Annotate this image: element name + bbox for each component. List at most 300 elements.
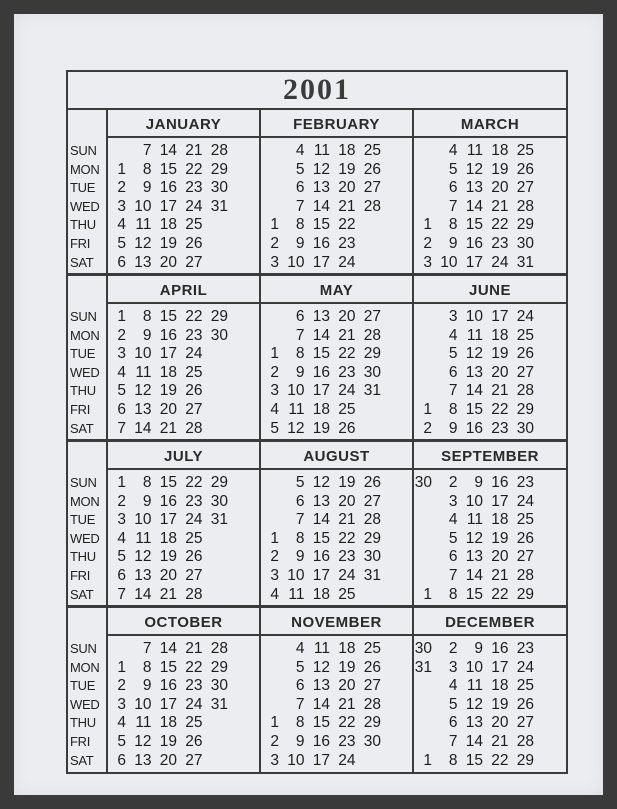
date-cell: 3 <box>270 566 279 584</box>
date-cell: 3 <box>117 345 126 363</box>
date-cell: 23 <box>338 234 356 252</box>
weekday-row <box>108 586 259 605</box>
date-cell: 2 <box>117 326 126 344</box>
weekday-row <box>108 382 259 401</box>
date-cell: 28 <box>363 511 381 529</box>
date-cell: 14 <box>134 419 152 437</box>
date-cell: 22 <box>491 400 509 418</box>
date-cell: 12 <box>134 382 152 400</box>
date-cell: 18 <box>159 529 177 547</box>
date-cell: 3 <box>448 658 458 676</box>
date-cell: 7 <box>295 326 305 344</box>
date-cell: 21 <box>338 695 356 713</box>
weekday-label: MON <box>70 659 100 675</box>
weekday-row <box>108 235 259 254</box>
weekday-row <box>261 511 412 530</box>
weekday-row <box>414 235 566 254</box>
date-cell: 6 <box>295 677 305 695</box>
date-cell: 25 <box>185 529 203 547</box>
date-cell: 1 <box>117 474 126 491</box>
weekday-row <box>414 640 566 659</box>
weekday-row <box>261 235 412 254</box>
month-name: AUGUST <box>261 442 412 470</box>
date-cell <box>261 161 279 180</box>
date-cell: 23 <box>491 419 509 437</box>
date-cell: 24 <box>516 492 534 510</box>
date-cell: 26 <box>363 474 381 491</box>
date-cell: 11 <box>313 142 330 159</box>
date-cell: 18 <box>159 363 177 381</box>
date-cell: 7 <box>448 566 458 584</box>
date-cell: 14 <box>312 197 330 215</box>
date-cell <box>414 530 432 549</box>
weekday-row <box>414 216 566 235</box>
date-cell: 16 <box>159 677 177 695</box>
date-cell: 1 <box>270 345 279 363</box>
date-cell: 9 <box>295 732 305 750</box>
date-cell <box>414 308 432 327</box>
date-cell <box>203 382 229 401</box>
date-cell: 22 <box>338 714 356 732</box>
date-cell: 31 <box>210 511 228 529</box>
date-cell: 5 <box>117 732 126 750</box>
date-cell: 8 <box>448 751 458 769</box>
weekday-label: TUE <box>70 180 96 196</box>
date-cell: 18 <box>338 142 356 159</box>
date-cell: 20 <box>491 548 509 566</box>
date-cell: 21 <box>491 382 509 400</box>
weekday-row <box>261 474 412 493</box>
weekday-row <box>261 401 412 420</box>
date-cell: 13 <box>134 400 152 418</box>
month-name: FEBRUARY <box>261 110 412 138</box>
date-cell: 22 <box>185 160 203 178</box>
weekday-label: SUN <box>70 143 97 158</box>
date-cell: 6 <box>117 253 126 271</box>
date-cell: 26 <box>516 695 534 713</box>
weekday-row <box>414 567 566 586</box>
date-cell: 31 <box>516 253 534 271</box>
date-cell: 20 <box>338 492 356 510</box>
date-cell: 14 <box>465 197 483 215</box>
date-cell: 3 <box>270 751 279 769</box>
date-cell: 23 <box>338 732 356 750</box>
date-cell: 23 <box>185 326 203 344</box>
date-cell <box>203 567 229 586</box>
date-cell: 12 <box>287 419 305 437</box>
date-cell: 22 <box>338 345 356 363</box>
weekday-row <box>261 382 412 401</box>
date-cell: 25 <box>516 511 534 529</box>
year-title: 2001 <box>283 73 351 106</box>
date-cell: 20 <box>491 179 509 197</box>
date-cell <box>414 198 432 217</box>
weekday-label: THU <box>70 383 96 399</box>
quarter-row <box>68 110 566 276</box>
date-cell: 3 <box>117 695 126 713</box>
date-cell: 1 <box>423 751 432 769</box>
date-cell: 12 <box>465 160 483 178</box>
weekday-label: SUN <box>70 475 97 490</box>
date-cell: 15 <box>465 400 483 418</box>
date-cell: 26 <box>185 382 203 400</box>
weekday-row <box>414 142 566 161</box>
weekday-row <box>261 345 412 364</box>
date-cell: 1 <box>423 216 432 234</box>
date-cell <box>356 401 382 420</box>
weekday-row <box>261 364 412 383</box>
date-cell: 28 <box>516 382 534 400</box>
date-cell: 4 <box>295 640 305 657</box>
date-cell: 16 <box>491 640 509 657</box>
date-cell: 2 <box>270 548 279 566</box>
date-cell: 29 <box>363 714 381 732</box>
weekday-row <box>414 364 566 383</box>
date-cell: 15 <box>312 216 330 234</box>
date-cell: 11 <box>288 400 305 418</box>
date-cell: 3 <box>117 197 126 215</box>
date-cell <box>203 420 229 439</box>
date-cell <box>261 493 279 512</box>
date-cell: 24 <box>491 253 509 271</box>
weekday-label: FRI <box>70 235 91 251</box>
weekday-row <box>414 696 566 715</box>
date-cell: 27 <box>185 751 203 769</box>
date-cell: 26 <box>185 548 203 566</box>
date-cell: 2 <box>117 677 126 695</box>
date-cell: 8 <box>142 658 152 676</box>
date-cell <box>203 530 229 549</box>
date-cell: 22 <box>338 216 356 234</box>
date-cell <box>203 216 229 235</box>
date-cell <box>356 586 382 605</box>
date-cell: 19 <box>159 548 177 566</box>
date-cell: 30 <box>363 363 381 381</box>
weekday-row <box>414 530 566 549</box>
date-cell: 24 <box>338 751 356 769</box>
weekday-row <box>414 308 566 327</box>
date-cell: 6 <box>117 400 126 418</box>
month-days <box>261 138 412 272</box>
date-cell: 4 <box>117 529 126 547</box>
weekday-row <box>108 696 259 715</box>
date-cell: 16 <box>159 326 177 344</box>
date-cell: 26 <box>516 160 534 178</box>
date-cell: 18 <box>312 585 330 603</box>
date-cell: 23 <box>516 640 534 657</box>
date-cell: 6 <box>448 363 458 381</box>
date-cell <box>356 216 382 235</box>
date-cell: 14 <box>465 382 483 400</box>
date-cell: 29 <box>516 216 534 234</box>
date-cell: 2 <box>423 234 432 252</box>
date-cell: 5 <box>117 548 126 566</box>
weekday-label: MON <box>70 327 100 343</box>
date-cell: 13 <box>312 677 330 695</box>
date-cell: 17 <box>465 253 483 271</box>
weekday-row <box>108 308 259 327</box>
date-cell: 15 <box>465 751 483 769</box>
date-cell: 10 <box>134 197 152 215</box>
date-cell: 15 <box>465 216 483 234</box>
date-cell: 6 <box>448 548 458 566</box>
date-cell: 11 <box>466 677 483 695</box>
date-cell: 24 <box>338 382 356 400</box>
date-cell: 19 <box>491 695 509 713</box>
date-cell: 13 <box>312 308 330 325</box>
weekday-label: SAT <box>70 420 94 436</box>
date-cell: 1 <box>117 658 126 676</box>
weekday-row <box>261 714 412 733</box>
date-cell: 7 <box>142 640 152 657</box>
month-days <box>108 470 259 604</box>
month-name: MAY <box>261 276 412 304</box>
date-cell <box>414 696 432 715</box>
date-cell: 20 <box>159 751 177 769</box>
date-cell <box>203 733 229 752</box>
date-cell: 23 <box>491 234 509 252</box>
date-cell: 25 <box>516 142 534 159</box>
month-block <box>259 276 412 442</box>
date-cell: 21 <box>159 585 177 603</box>
date-cell: 6 <box>448 179 458 197</box>
date-cell: 26 <box>185 234 203 252</box>
date-cell: 20 <box>491 714 509 732</box>
weekday-row <box>108 401 259 420</box>
date-cell: 4 <box>117 216 126 234</box>
date-cell: 5 <box>448 695 458 713</box>
date-cell: 29 <box>210 658 228 676</box>
date-cell: 28 <box>516 197 534 215</box>
date-cell <box>356 420 382 439</box>
date-cell: 4 <box>117 714 126 732</box>
date-cell: 5 <box>295 474 305 491</box>
date-cell: 17 <box>312 253 330 271</box>
date-cell <box>261 179 279 198</box>
date-cell: 20 <box>159 566 177 584</box>
date-cell: 2 <box>423 419 432 437</box>
date-cell: 10 <box>465 308 483 325</box>
date-cell: 2 <box>117 492 126 510</box>
date-cell: 6 <box>295 179 305 197</box>
date-cell: 27 <box>185 400 203 418</box>
weekday-row <box>108 142 259 161</box>
date-cell <box>261 511 279 530</box>
weekday-row <box>414 474 566 493</box>
date-cell: 22 <box>185 474 203 491</box>
date-cell: 22 <box>185 308 203 325</box>
date-cell: 5 <box>117 234 126 252</box>
weekday-label: FRI <box>70 567 91 583</box>
month-days <box>261 470 412 604</box>
date-cell: 23 <box>516 474 534 491</box>
date-cell: 26 <box>338 419 356 437</box>
calendar-grid <box>66 108 568 774</box>
month-name: SEPTEMBER <box>414 442 566 470</box>
date-cell: 11 <box>466 142 483 159</box>
date-cell: 8 <box>295 529 305 547</box>
weekday-row <box>261 308 412 327</box>
weekday-row <box>261 216 412 235</box>
date-cell: 21 <box>338 511 356 529</box>
month-days <box>108 304 259 438</box>
date-cell: 27 <box>363 179 381 197</box>
date-cell: 15 <box>159 308 177 325</box>
date-cell: 1 <box>270 529 279 547</box>
weekday-row <box>108 198 259 217</box>
date-cell: 22 <box>491 585 509 603</box>
date-cell: 25 <box>363 142 381 159</box>
date-cell: 15 <box>159 474 177 491</box>
date-cell: 17 <box>159 197 177 215</box>
weekday-row <box>261 420 412 439</box>
date-cell: 11 <box>288 585 305 603</box>
date-cell: 16 <box>465 419 483 437</box>
date-cell: 28 <box>363 695 381 713</box>
date-cell: 12 <box>134 732 152 750</box>
weekday-row <box>414 752 566 771</box>
date-cell: 9 <box>142 492 152 510</box>
date-cell: 30 <box>363 548 381 566</box>
date-cell: 17 <box>312 566 330 584</box>
weekday-label: THU <box>70 217 96 233</box>
month-name: MARCH <box>414 110 566 138</box>
date-cell: 14 <box>465 732 483 750</box>
month-block <box>259 608 412 774</box>
weekday-row <box>414 733 566 752</box>
date-cell: 29 <box>363 529 381 547</box>
date-cell: 2 <box>448 474 458 491</box>
date-cell: 19 <box>491 529 509 547</box>
date-cell: 24 <box>185 695 203 713</box>
date-cell: 4 <box>448 511 458 529</box>
weekday-row <box>108 640 259 659</box>
date-cell: 14 <box>312 695 330 713</box>
month-block <box>106 442 259 608</box>
date-cell <box>261 142 279 161</box>
weekday-label: SUN <box>70 641 97 656</box>
weekday-label: SUN <box>70 309 97 324</box>
date-cell: 8 <box>295 714 305 732</box>
date-cell: 12 <box>134 548 152 566</box>
date-cell: 25 <box>363 640 381 657</box>
date-cell: 25 <box>185 714 203 732</box>
date-cell: 12 <box>312 160 330 178</box>
date-cell: 31 <box>363 566 381 584</box>
date-cell: 17 <box>491 308 509 325</box>
date-cell <box>414 548 432 567</box>
date-cell: 7 <box>448 732 458 750</box>
date-cell: 1 <box>270 216 279 234</box>
date-cell: 19 <box>159 732 177 750</box>
month-block <box>106 608 259 774</box>
date-cell: 16 <box>465 234 483 252</box>
date-cell: 28 <box>363 326 381 344</box>
date-cell: 6 <box>117 751 126 769</box>
weekday-row <box>261 752 412 771</box>
date-cell: 26 <box>185 732 203 750</box>
month-block <box>412 442 566 608</box>
date-cell: 11 <box>313 640 330 657</box>
date-cell: 13 <box>134 751 152 769</box>
date-cell: 24 <box>338 566 356 584</box>
date-cell <box>203 548 229 567</box>
date-cell: 9 <box>474 474 483 491</box>
date-cell: 13 <box>312 492 330 510</box>
date-cell: 5 <box>117 382 126 400</box>
date-cell: 27 <box>516 363 534 381</box>
date-cell: 9 <box>142 677 152 695</box>
date-cell: 25 <box>185 363 203 381</box>
weekday-row <box>108 327 259 346</box>
weekday-row <box>414 401 566 420</box>
date-cell: 25 <box>338 585 356 603</box>
date-cell: 30 <box>414 474 432 491</box>
date-cell: 15 <box>312 529 330 547</box>
date-cell: 23 <box>185 179 203 197</box>
date-cell: 23 <box>185 492 203 510</box>
date-cell: 28 <box>210 142 228 159</box>
date-cell: 2 <box>270 234 279 252</box>
weekday-row <box>108 567 259 586</box>
date-cell: 30 <box>516 419 534 437</box>
date-cell: 19 <box>338 658 356 676</box>
date-cell: 16 <box>159 492 177 510</box>
month-block <box>412 110 566 276</box>
date-cell <box>261 640 279 659</box>
date-cell: 12 <box>134 234 152 252</box>
date-cell: 17 <box>159 345 177 363</box>
month-name: DECEMBER <box>414 608 566 636</box>
date-cell: 11 <box>135 714 152 732</box>
date-cell: 27 <box>363 677 381 695</box>
date-cell: 4 <box>270 400 279 418</box>
weekday-row <box>261 327 412 346</box>
date-cell <box>203 714 229 733</box>
date-cell: 28 <box>363 197 381 215</box>
date-cell: 14 <box>312 326 330 344</box>
date-cell: 26 <box>363 658 381 676</box>
weekday-row <box>414 548 566 567</box>
date-cell <box>414 382 432 401</box>
date-cell: 25 <box>185 216 203 234</box>
date-cell: 13 <box>465 714 483 732</box>
weekday-row <box>261 640 412 659</box>
date-cell: 7 <box>117 585 126 603</box>
date-cell: 13 <box>134 566 152 584</box>
weekday-row <box>414 382 566 401</box>
date-cell: 5 <box>295 160 305 178</box>
date-cell: 12 <box>312 474 330 491</box>
date-cell <box>261 696 279 715</box>
date-cell <box>261 677 279 696</box>
date-cell: 26 <box>363 160 381 178</box>
date-cell <box>414 179 432 198</box>
date-cell: 18 <box>338 640 356 657</box>
date-cell: 1 <box>423 585 432 603</box>
date-cell: 15 <box>159 658 177 676</box>
date-cell: 10 <box>134 695 152 713</box>
date-cell: 7 <box>448 382 458 400</box>
date-cell: 3 <box>448 492 458 510</box>
date-cell: 14 <box>465 566 483 584</box>
date-cell: 21 <box>185 640 203 657</box>
date-cell: 17 <box>159 511 177 529</box>
weekday-row <box>108 161 259 180</box>
date-cell: 7 <box>295 197 305 215</box>
weekday-row <box>414 586 566 605</box>
date-cell <box>414 493 432 512</box>
